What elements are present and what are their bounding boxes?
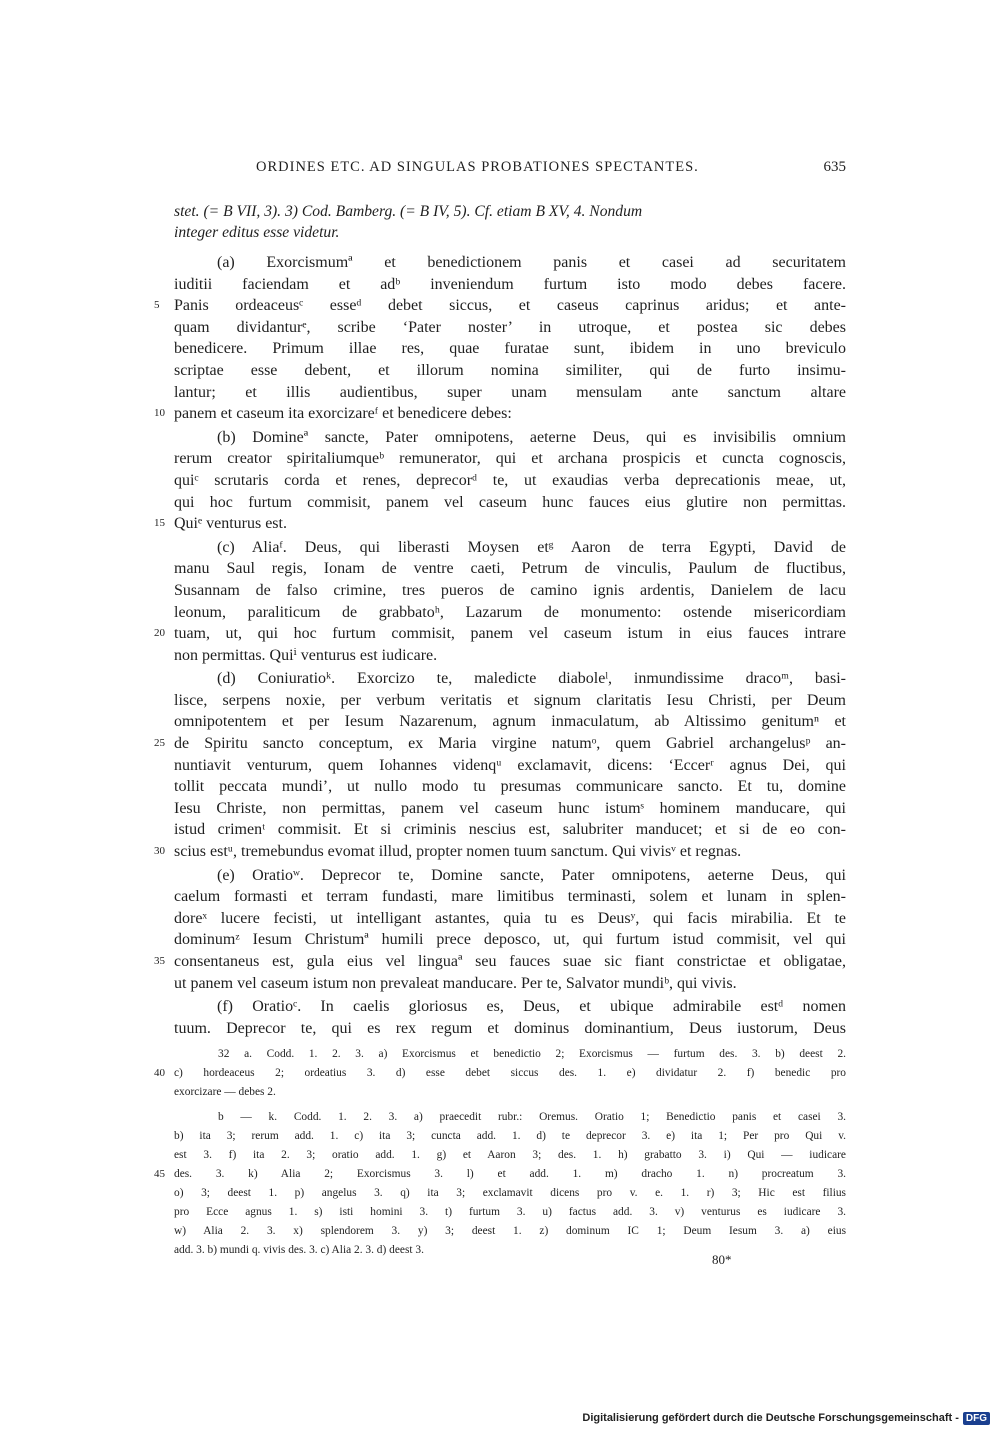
line-number: 15	[154, 517, 165, 530]
text-line	[174, 492, 846, 514]
line-text: de Spiritu sancto conceptum, ex Maria virgine natumᵒ, quem Gabriel archangelusᵖ an-	[174, 735, 846, 753]
text-line	[174, 558, 846, 580]
text-line	[174, 776, 846, 798]
text-line	[174, 798, 846, 820]
line-text: nuntiavit venturum, quem Iohannes videnqᵘ exclamavit, dicens: ‘Eccerʳ agnus Dei, qui	[174, 756, 846, 774]
text-line	[174, 908, 846, 930]
line-text: (c) Aliaᶠ. Deus, qui liberasti Moysen etᵍ Aaron de terra Egypti, David de	[217, 538, 846, 556]
line-text: benedicere. Primum illae res, quae furatae sunt, ibidem in uno breviculo	[174, 340, 846, 358]
line-text: rerum creator spiritaliumqueᵇ remunerator, qui et archana prospicis et cuncta cognoscis,	[174, 450, 846, 468]
line-text: manu Saul regis, Ionam de ventre caeti, Petrum de vinculis, Paulum de fluctibus,	[174, 560, 846, 578]
line-number: 45	[154, 1168, 165, 1180]
intro-line: stet. (= B VII, 3). 3) Cod. Bamberg. (= B IV, 5). Cf. etiam B XV, 4. Nondum	[174, 203, 643, 220]
line-text: scius estᵘ, tremebundus evomat illud, propter nomen tuum sanctum. Qui vivisᵛ et regnas.	[174, 843, 742, 861]
text-line	[174, 886, 846, 908]
footnote-text: w) Alia 2. 3. x) splendorem 3. y) 3; deest 1. z) dominum IC 1; Deum Iesum 3. a) eius	[174, 1225, 846, 1237]
text-line	[174, 1018, 846, 1040]
line-number: 40	[154, 1067, 165, 1079]
footnotes	[154, 1045, 846, 1260]
line-number: 5	[154, 299, 160, 312]
text-line	[174, 338, 846, 360]
footnote-text: b) ita 3; rerum add. 1. c) ita 3; cuncta add. 1. d) te deprecor 3. e) ita 1; Per pro Qui v.	[174, 1130, 846, 1142]
intro-note	[174, 201, 846, 243]
line-text: Iesu Christe, non permittas, panem vel caseum hunc istumˢ hominem manducare, qui	[174, 799, 846, 817]
text-line	[174, 865, 846, 887]
footnote-line	[154, 1064, 846, 1083]
running-title: ORDINES ETC. AD SINGULAS PROBATIONES SPECTANTES.	[256, 159, 699, 175]
footnote-text: c) hordeaceus 2; ordeatius 3. d) esse debet siccus des. 1. e) dividatur 2. f) benedic pro	[174, 1067, 846, 1079]
text-line	[174, 537, 846, 559]
footnote-line	[174, 1045, 846, 1064]
text-line	[154, 295, 846, 317]
footnote-line	[174, 1127, 846, 1146]
credit-text: Digitalisierung gefördert durch die Deutsche Forschungsgemeinschaft -	[582, 1412, 959, 1424]
text-line	[174, 645, 846, 667]
line-text: leonum, paraliticum de grabbatoʰ, Lazarum de monumento: ostende misericordiam	[174, 603, 846, 621]
text-line	[174, 580, 846, 602]
main-text	[154, 252, 846, 1039]
page-header	[256, 159, 846, 187]
text-line	[174, 317, 846, 339]
line-number: 35	[154, 955, 165, 967]
text-line	[154, 623, 846, 645]
sheet-signature: 80*	[712, 1252, 732, 1267]
line-text: (b) Domineª sancte, Pater omnipotens, aeterne Deus, qui es invisibilis omnium	[217, 428, 846, 446]
text-line	[174, 252, 846, 274]
line-text: qui hoc furtum commisit, panem vel caseum hunc fauces eius glutire non permittas.	[174, 493, 846, 511]
line-text: quam dividanturᵉ, scribe ‘Pater noster’ in utroque, et postea sic debes	[174, 318, 846, 336]
line-number: 30	[154, 845, 165, 858]
text-line	[154, 841, 846, 863]
text-line	[154, 513, 846, 535]
footnote-line	[174, 1203, 846, 1222]
text-line	[174, 973, 846, 995]
footnote-line	[174, 1222, 846, 1241]
line-text: scriptae esse debent, et illorum nomina similiter, qui de furto insimu-	[174, 361, 846, 379]
text-line	[174, 690, 846, 712]
text-line	[174, 470, 846, 492]
line-text: (d) Coniuratioᵏ. Exorcizo te, maledicte diaboleˡ, inmundissime dracoᵐ, basi-	[217, 670, 846, 688]
line-text: Susannam de falso crimine, tres pueros de camino ignis ardentis, Danielem de lacu	[174, 581, 846, 599]
text-line	[174, 668, 846, 690]
line-text: (a) Exorcismumª et benedictionem panis et casei ad securitatem	[217, 254, 846, 271]
text-line	[174, 996, 846, 1018]
text-line	[154, 951, 846, 973]
line-text: omnipotentem et per Iesum Nazarenum, agnum inmaculatum, ab Altissimo genitumⁿ et	[174, 713, 846, 731]
footnote-line	[174, 1108, 846, 1127]
line-text: tuum. Deprecor te, qui es rex regum et dominus dominantium, Deus iustorum, Deus	[174, 1019, 846, 1037]
footnote-text: pro Ecce agnus 1. s) isti homini 3. t) furtum 3. u) factus add. 3. v) venturus es iudicare 3.	[174, 1206, 846, 1218]
footer-credit	[582, 1410, 990, 1426]
line-text: ut panem vel caseum istum non prevaleat manducare. Per te, Salvator mundiᵇ, qui vivis.	[174, 974, 737, 992]
text-line	[174, 602, 846, 624]
line-text: caelum formasti et terram fundasti, mare limitibus terminasti, solem et lunam in splen-	[174, 888, 846, 906]
text-line	[174, 360, 846, 382]
intro-line: integer editus esse videtur.	[174, 224, 340, 241]
text-line	[174, 448, 846, 470]
text-line	[174, 711, 846, 733]
footnote-line	[174, 1184, 846, 1203]
dfg-logo: DFG	[963, 1412, 990, 1425]
footnote-text: est 3. f) ita 2. 3; oratio add. 1. g) et Aaron 3; des. 1. h) grabatto 3. i) Qui — iudicare	[174, 1149, 846, 1161]
line-text: (f) Oratioᶜ. In caelis gloriosus es, Deus, et ubique admirabile estᵈ nomen	[217, 998, 846, 1016]
line-text: (e) Oratioʷ. Deprecor te, Domine sancte, Pater omnipotens, aeterne Deus, qui	[217, 866, 846, 884]
line-number: 25	[154, 737, 165, 750]
line-text: non permittas. Quiⁱ venturus est iudicare.	[174, 646, 438, 664]
line-text: tollit peccata mundi’, ut nullo modo tu presumas communicare sancto. Et tu, domine	[174, 778, 846, 796]
line-text: Panis ordeaceusᶜ esseᵈ debet siccus, et caseus caprinus aridus; et ante-	[174, 297, 846, 315]
text-line	[174, 274, 846, 296]
line-text: iuditii faciendam et adᵇ inveniendum furtum isto modo debes facere.	[174, 275, 846, 293]
footnote-text: add. 3. b) mundi q. vivis des. 3. c) Alia 2. 3. d) deest 3.	[174, 1244, 424, 1256]
line-text: tuam, ut, qui hoc furtum commisit, panem vel caseum istum in eius fauces intrare	[174, 625, 846, 643]
text-line	[174, 755, 846, 777]
line-text: Quiᵉ venturus est.	[174, 515, 287, 533]
footnote-line	[174, 1146, 846, 1165]
footnote-line	[154, 1165, 846, 1184]
footnote-text: 32 a. Codd. 1. 2. 3. a) Exorcismus et benedictio 2; Exorcismus — furtum des. 3. b) deest 2.	[218, 1048, 846, 1060]
line-number: 20	[154, 627, 165, 640]
text-line	[174, 382, 846, 404]
footnote-line	[174, 1083, 846, 1102]
text-line	[154, 733, 846, 755]
line-text: istud crimenᵗ commisit. Et si criminis nescius est, salubriter manducet; et si de eo con-	[174, 821, 846, 839]
line-text: doreˣ lucere fecisti, ut intelligant astantes, quia tu es Deusʸ, qui facis mirabilia. Et te	[174, 909, 846, 927]
footnote-text: o) 3; deest 1. p) angelus 3. q) ita 3; exclamavit dicens pro v. e. 1. r) 3; Hic est filius	[174, 1187, 846, 1199]
footnote-text: exorcizare — debes 2.	[174, 1086, 276, 1098]
text-line	[174, 427, 846, 449]
line-text: lantur; et illis audientibus, super unam mensulam ante sanctum altare	[174, 383, 846, 401]
page-number: 635	[823, 159, 846, 175]
footnote-line	[174, 1241, 846, 1260]
line-text: dominumᶻ Iesum Christumª humili prece deposco, ut, qui furtum istud commisit, vel qui	[174, 931, 846, 949]
line-text: panem et caseum ita exorcizareᶠ et benedicere debes:	[174, 405, 512, 423]
footnote-text: b — k. Codd. 1. 2. 3. a) praecedit rubr.: Oremus. Oratio 1; Benedictio panis et casei 3.	[218, 1111, 846, 1123]
footnote-text: des. 3. k) Alia 2; Exorcismus 3. l) et add. 1. m) dracho 1. n) procreatum 3.	[174, 1168, 846, 1180]
line-number: 10	[154, 407, 165, 420]
text-line	[154, 403, 846, 425]
line-text: quiᶜ scrutaris corda et renes, deprecorᵈ te, ut exaudias verba deprecationis meae, ut,	[174, 471, 846, 489]
text-line	[174, 819, 846, 841]
line-text: lisce, serpens noxie, per verbum veritatis et signum claritatis Iesu Christi, per Deum	[174, 691, 846, 709]
text-line	[174, 929, 846, 951]
line-text: consentaneus est, gula eius vel linguaª seu fauces suae sic fiant constrictae et obligatae,	[174, 953, 846, 970]
